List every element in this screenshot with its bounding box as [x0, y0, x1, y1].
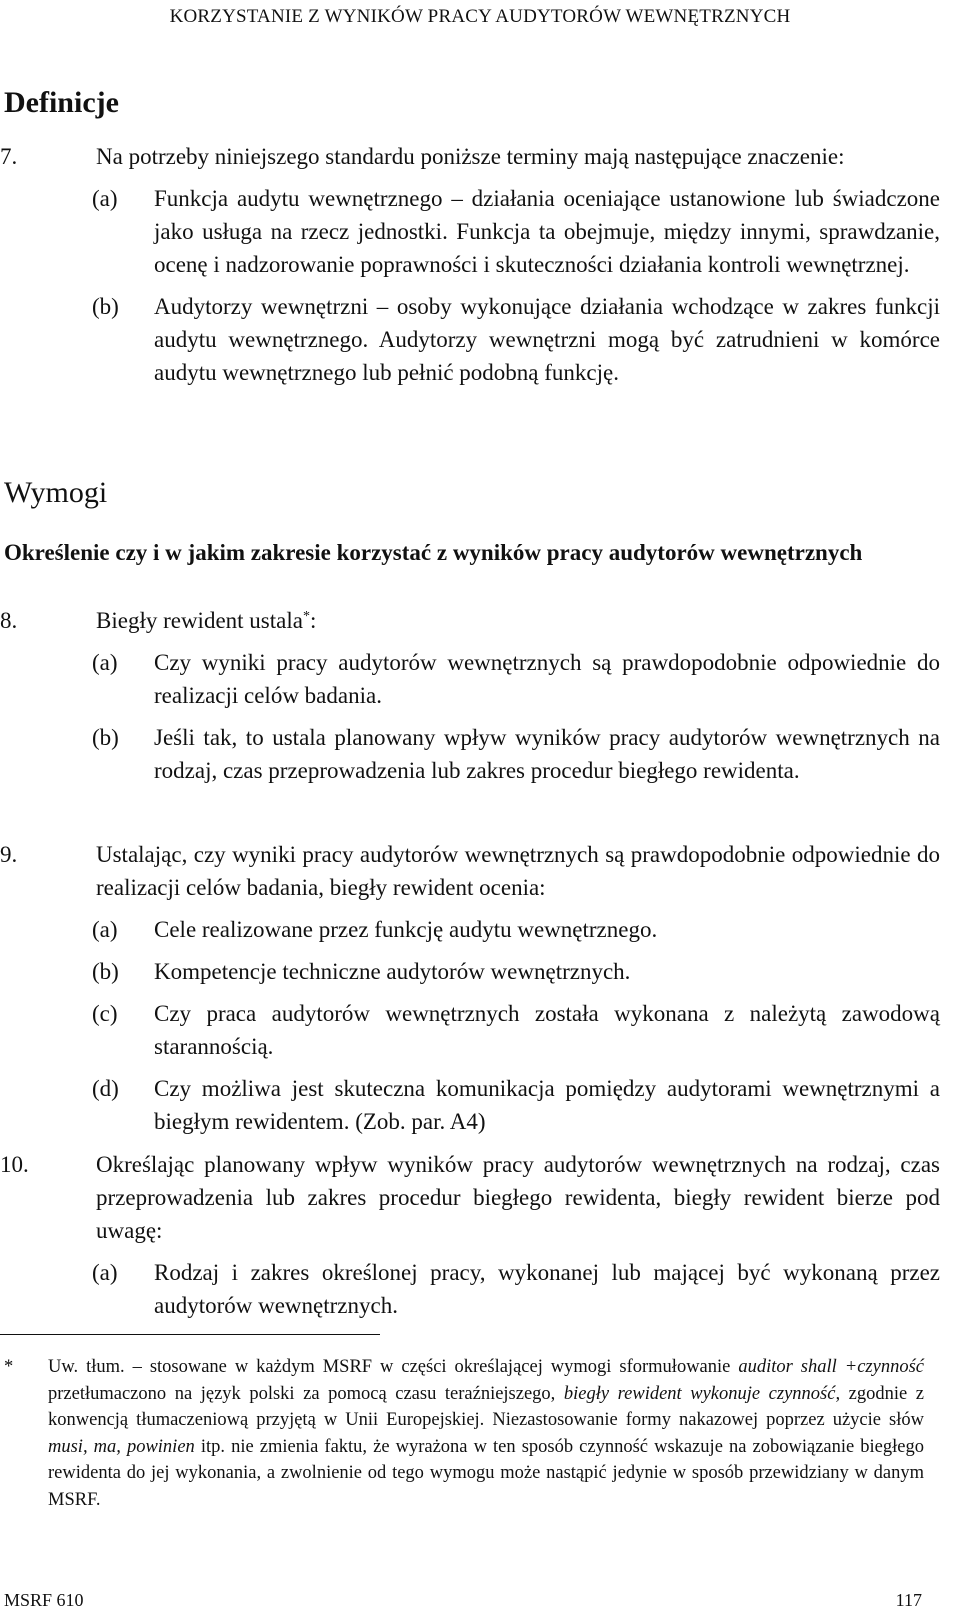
- item-text: Jeśli tak, to ustala planowany wpływ wyników pracy audytorów wewnętrznych na rodzaj, czas przeprowadzenia lub zakres procedur biegłego rewidenta.: [154, 725, 940, 783]
- footnote-part-2: przetłumaczono na język polski za pomocą czasu teraźniejszego,: [48, 1383, 564, 1404]
- item-label: (a): [92, 917, 118, 942]
- item-text: Czy możliwa jest skuteczna komunikacja pomiędzy audytorami wewnętrznymi a biegłym rewidentem. (Zob. par. A4): [154, 1076, 940, 1134]
- footer-page-number: 117: [895, 1590, 922, 1610]
- footnote-text: [0, 1354, 924, 1513]
- list-item: [0, 290, 940, 389]
- item-label: (b): [92, 725, 119, 750]
- list-item: [0, 1072, 940, 1138]
- item-list: [0, 182, 940, 389]
- item-list: [0, 1256, 940, 1322]
- section-title-requirements: Wymogi: [4, 476, 108, 509]
- footnote-part-4: itp. nie zmienia faktu, że wyrażona w ten sposób czynność wskazuje na zobowiązanie biegłego rewidenta do jej wykonania, a zwolnienie od tego wymogu może nastąpić jedynie w sposób przewidziany w danym MSRF.: [48, 1436, 924, 1510]
- item-label: (c): [92, 1001, 118, 1026]
- item-list: [0, 646, 940, 787]
- section-title-definitions: Definicje: [4, 86, 119, 119]
- list-item: [0, 955, 940, 988]
- item-label: (a): [92, 650, 118, 675]
- item-text: Kompetencje techniczne audytorów wewnętrznych.: [154, 959, 631, 984]
- item-text: Cele realizowane przez funkcję audytu wewnętrznego.: [154, 917, 658, 942]
- item-label: (a): [92, 186, 118, 211]
- paragraph-text: Ustalając, czy wyniki pracy audytorów wewnętrznych są prawdopodobnie odpowiednie do realizacji celów badania, biegły rewident ocenia:: [96, 842, 940, 900]
- footnote-reference: *: [302, 609, 310, 624]
- paragraph-7: [0, 140, 940, 389]
- footnote-part-3: zgodnie z konwencją tłumaczeniową przyjętą w Unii Europejskiej. Niezastosowanie formy nakazowej poprzez użycie słów: [48, 1383, 924, 1430]
- section-subtitle: Określenie czy i w jakim zakresie korzystać z wyników pracy audytorów wewnętrznych: [4, 540, 863, 565]
- paragraph-lead: [0, 604, 940, 637]
- paragraph-text-after: :: [309, 608, 317, 633]
- footnote-italic-2: biegły rewident wykonuje czynność,: [563, 1383, 841, 1404]
- footnote-separator: [0, 1334, 380, 1335]
- item-label: (a): [92, 1260, 118, 1285]
- footnote-italic-1: auditor shall +czynność: [738, 1357, 924, 1377]
- paragraph-8: [0, 604, 940, 787]
- footnote-mark: *: [4, 1357, 14, 1377]
- list-item: [0, 997, 940, 1063]
- paragraph-text: Określając planowany wpływ wyników pracy audytorów wewnętrznych na rodzaj, czas przeprowadzenia lub zakres procedur biegłego rewidenta, biegły rewident bierze pod uwagę:: [96, 1152, 940, 1243]
- item-text: Audytorzy wewnętrzni – osoby wykonujące działania wchodzące w zakres funkcji audytu wewnętrznego. Audytorzy wewnętrzni mogą być zatrudnieni w komórce audytu wewnętrznego lub pełnić podobną funkcję.: [154, 294, 940, 385]
- footnote-italic-3: musi, ma, powinien: [48, 1436, 195, 1457]
- paragraph-9: [0, 838, 940, 1138]
- item-label: (b): [92, 294, 119, 319]
- paragraph-lead: [0, 140, 940, 173]
- item-text: Czy praca audytorów wewnętrznych została wykonana z należytą zawodową starannością.: [154, 1001, 940, 1059]
- list-item: [0, 646, 940, 712]
- list-item: [0, 721, 940, 787]
- paragraph-number: 10.: [0, 1152, 29, 1177]
- footnote-part-1: Uw. tłum. – stosowane w każdym MSRF w części określającej wymogi sformułowanie: [48, 1357, 739, 1377]
- footnote: [0, 1354, 924, 1513]
- footer-standard-name: MSRF 610: [4, 1590, 84, 1610]
- paragraph-text: Biegły rewident ustala: [96, 608, 303, 633]
- item-label: (b): [92, 959, 119, 984]
- paragraph-number: 9.: [0, 842, 18, 867]
- paragraph-lead: [0, 1148, 940, 1247]
- paragraph-number: 8.: [0, 608, 18, 633]
- paragraph-lead: [0, 838, 940, 904]
- list-item: [0, 182, 940, 281]
- item-text: Czy wyniki pracy audytorów wewnętrznych są prawdopodobnie odpowiednie do realizacji celów badania.: [154, 650, 940, 708]
- running-header: KORZYSTANIE Z WYNIKÓW PRACY AUDYTORÓW WEWNĘTRZNYCH: [169, 6, 791, 27]
- paragraph-10: [0, 1148, 940, 1322]
- item-label: (d): [92, 1076, 119, 1101]
- paragraph-number: 7.: [0, 144, 18, 169]
- list-item: [0, 913, 940, 946]
- list-item: [0, 1256, 940, 1322]
- item-text: Rodzaj i zakres określonej pracy, wykonanej lub mającej być wykonaną przez audytorów wewnętrznych.: [154, 1260, 940, 1318]
- item-list: [0, 913, 940, 1138]
- item-text: Funkcja audytu wewnętrznego – działania oceniające ustanowione lub świadczone jako usługa na rzecz jednostki. Funkcja ta obejmuje, między innymi, sprawdzanie, ocenę i nadzorowanie poprawności i skuteczności działania kontroli wewnętrznej.: [154, 186, 940, 277]
- paragraph-text: Na potrzeby niniejszego standardu poniższe terminy mają następujące znaczenie:: [96, 144, 845, 169]
